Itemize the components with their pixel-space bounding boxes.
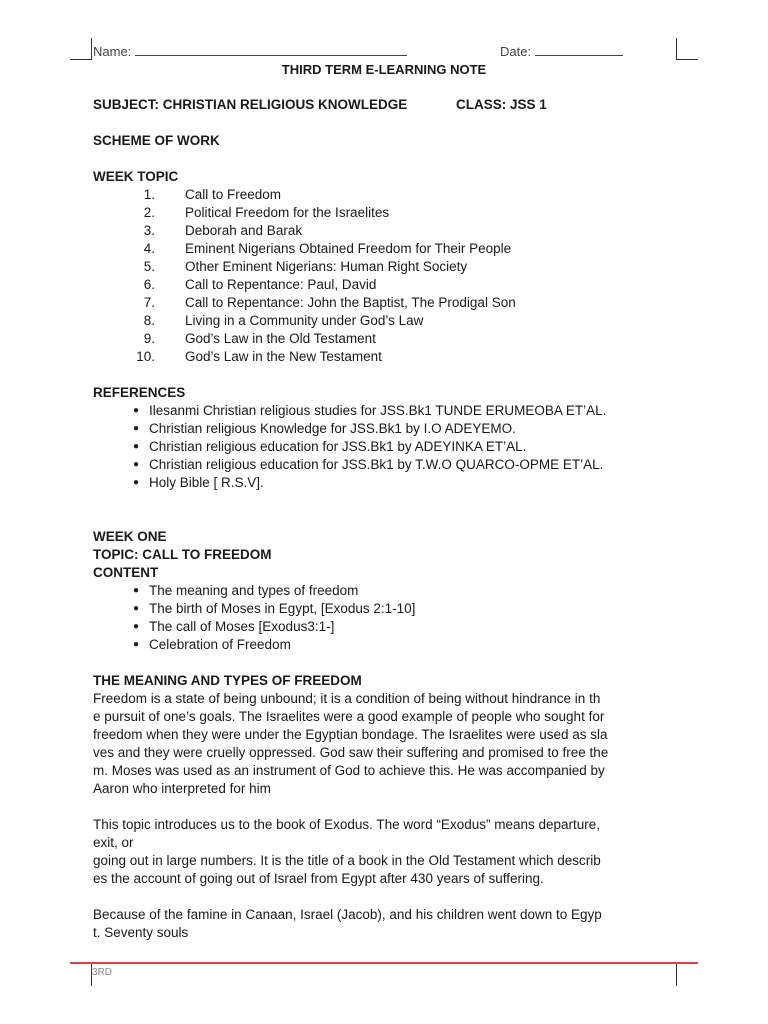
- reference-item-text: Christian religious Knowledge for JSS.Bk1 by I.O ADEYEMO.: [149, 421, 516, 436]
- topic-number: 6.: [143, 277, 155, 292]
- name-label: Name:: [93, 44, 132, 59]
- topic-item: [93, 294, 683, 312]
- class-text: CLASS: JSS 1: [456, 97, 547, 112]
- reference-item: [93, 438, 683, 456]
- name-field: [93, 44, 407, 59]
- paragraph-line: exit, or: [93, 835, 134, 850]
- content-item: [93, 582, 683, 600]
- paragraph-line: Freedom is a state of being unbound; it is a condition of being without hindrance in th: [93, 691, 601, 706]
- paragraph-line: m. Moses was used as an instrument of God to achieve this. He was accompanied by: [93, 763, 605, 778]
- references-heading: REFERENCES: [93, 385, 186, 400]
- topic-item: [93, 348, 683, 366]
- content-item-text: Celebration of Freedom: [149, 637, 291, 652]
- document-title: THIRD TERM E-LEARNING NOTE: [281, 62, 487, 77]
- paragraph-freedom: [93, 690, 683, 798]
- paragraph-line: This topic introduces us to the book of Exodus. The word “Exodus” means departure,: [93, 817, 601, 832]
- bullet-icon: ●: [132, 423, 139, 434]
- topic-item: [93, 222, 683, 240]
- reference-item-text: Christian religious education for JSS.Bk1 by ADEYINKA ET’AL.: [149, 439, 527, 454]
- paragraph-line: es the account of going out of Israel from Egypt after 430 years of suffering.: [93, 871, 544, 886]
- content-item: [93, 600, 683, 618]
- content-item: [93, 618, 683, 636]
- content-list: [93, 582, 683, 654]
- name-blank: [135, 45, 407, 56]
- reference-item: [93, 402, 683, 420]
- page-body: [93, 96, 683, 942]
- bullet-icon: ●: [132, 477, 139, 488]
- topic-text: Political Freedom for the Israelites: [185, 205, 390, 220]
- topic-item: [93, 258, 683, 276]
- bullet-icon: ●: [132, 441, 139, 452]
- topic-item: [93, 240, 683, 258]
- date-label: Date:: [500, 44, 532, 59]
- bullet-icon: ●: [132, 639, 139, 650]
- subject-text: SUBJECT: CHRISTIAN RELIGIOUS KNOWLEDGE: [93, 97, 408, 112]
- topic-number: 9.: [143, 331, 155, 346]
- topic-item: [93, 312, 683, 330]
- content-item-text: The call of Moses [Exodus3:1-]: [149, 619, 335, 634]
- content-item: [93, 636, 683, 654]
- paragraph-line: Because of the famine in Canaan, Israel (Jacob), and his children went down to Egyp: [93, 907, 602, 922]
- topic-text: Call to Freedom: [185, 187, 282, 202]
- paragraph-line: going out in large numbers. It is the title of a book in the Old Testament which describ: [93, 853, 601, 868]
- topic-number: 1.: [143, 187, 155, 202]
- crop-mark-top-right-h: [676, 59, 698, 60]
- crop-mark-top-right-v: [676, 38, 677, 60]
- subject-line: [93, 96, 683, 114]
- topic-item: [93, 186, 683, 204]
- bullet-icon: ●: [132, 405, 139, 416]
- reference-item-text: Christian religious education for JSS.Bk1 by T.W.O QUARCO-OPME ET’AL.: [149, 457, 604, 472]
- date-field: [500, 44, 623, 59]
- crop-mark-bottom-right-v: [676, 964, 677, 986]
- topic-text: Other Eminent Nigerians: Human Right Society: [185, 259, 468, 274]
- crop-mark-top-left-v: [91, 38, 92, 60]
- paragraph-exodus: [93, 816, 683, 888]
- bullet-icon: ●: [132, 459, 139, 470]
- reference-item: [93, 474, 683, 492]
- paragraph-line: e pursuit of one’s goals. The Israelites were a good example of people who sought for: [93, 709, 605, 724]
- paragraph-line: t. Seventy souls: [93, 925, 189, 940]
- topic-number: 8.: [143, 313, 155, 328]
- date-blank: [535, 45, 623, 56]
- topic-heading: TOPIC: CALL TO FREEDOM: [93, 547, 272, 562]
- topic-number: 4.: [143, 241, 155, 256]
- bullet-icon: ●: [132, 603, 139, 614]
- reference-item: [93, 420, 683, 438]
- topic-text: God’s Law in the New Testament: [185, 349, 382, 364]
- footer-rule: [70, 962, 698, 964]
- reference-item-text: Ilesanmi Christian religious studies for JSS.Bk1 TUNDE ERUMEOBA ET’AL.: [149, 403, 607, 418]
- topics-list: [93, 186, 683, 366]
- content-item-text: The meaning and types of freedom: [149, 583, 359, 598]
- topic-number: 5.: [143, 259, 155, 274]
- crop-mark-top-left-h: [70, 59, 92, 60]
- paragraph-line: freedom when they were under the Egyptian bondage. The Israelites were used as sla: [93, 727, 608, 742]
- topic-number: 2.: [143, 205, 155, 220]
- topic-text: Call to Repentance: Paul, David: [185, 277, 377, 292]
- topic-text: Call to Repentance: John the Baptist, The Prodigal Son: [185, 295, 516, 310]
- topic-number: 3.: [143, 223, 155, 238]
- topic-text: Living in a Community under God’s Law: [185, 313, 424, 328]
- scheme-heading: SCHEME OF WORK: [93, 133, 220, 148]
- paragraph-line: ves and they were cruelly oppressed. God saw their suffering and promised to free the: [93, 745, 609, 760]
- content-item-text: The birth of Moses in Egypt, [Exodus 2:1-10]: [149, 601, 416, 616]
- topic-number: 7.: [143, 295, 155, 310]
- footer-label: 3RD: [92, 967, 113, 978]
- week-topic-heading: WEEK TOPIC: [93, 169, 179, 184]
- reference-item-text: Holy Bible [ R.S.V].: [149, 475, 264, 490]
- bullet-icon: ●: [132, 621, 139, 632]
- content-heading: CONTENT: [93, 565, 159, 580]
- references-list: [93, 402, 683, 492]
- topic-text: Eminent Nigerians Obtained Freedom for Their People: [185, 241, 512, 256]
- topic-number: 10.: [136, 349, 155, 364]
- topic-text: Deborah and Barak: [185, 223, 303, 238]
- bullet-icon: ●: [132, 585, 139, 596]
- week-one-heading: WEEK ONE: [93, 529, 167, 544]
- paragraph-famine: [93, 906, 683, 942]
- reference-item: [93, 456, 683, 474]
- topic-item: [93, 276, 683, 294]
- topic-text: God’s Law in the Old Testament: [185, 331, 376, 346]
- topic-item: [93, 330, 683, 348]
- meaning-heading: THE MEANING AND TYPES OF FREEDOM: [93, 673, 362, 688]
- paragraph-line: Aaron who interpreted for him: [93, 781, 271, 796]
- topic-item: [93, 204, 683, 222]
